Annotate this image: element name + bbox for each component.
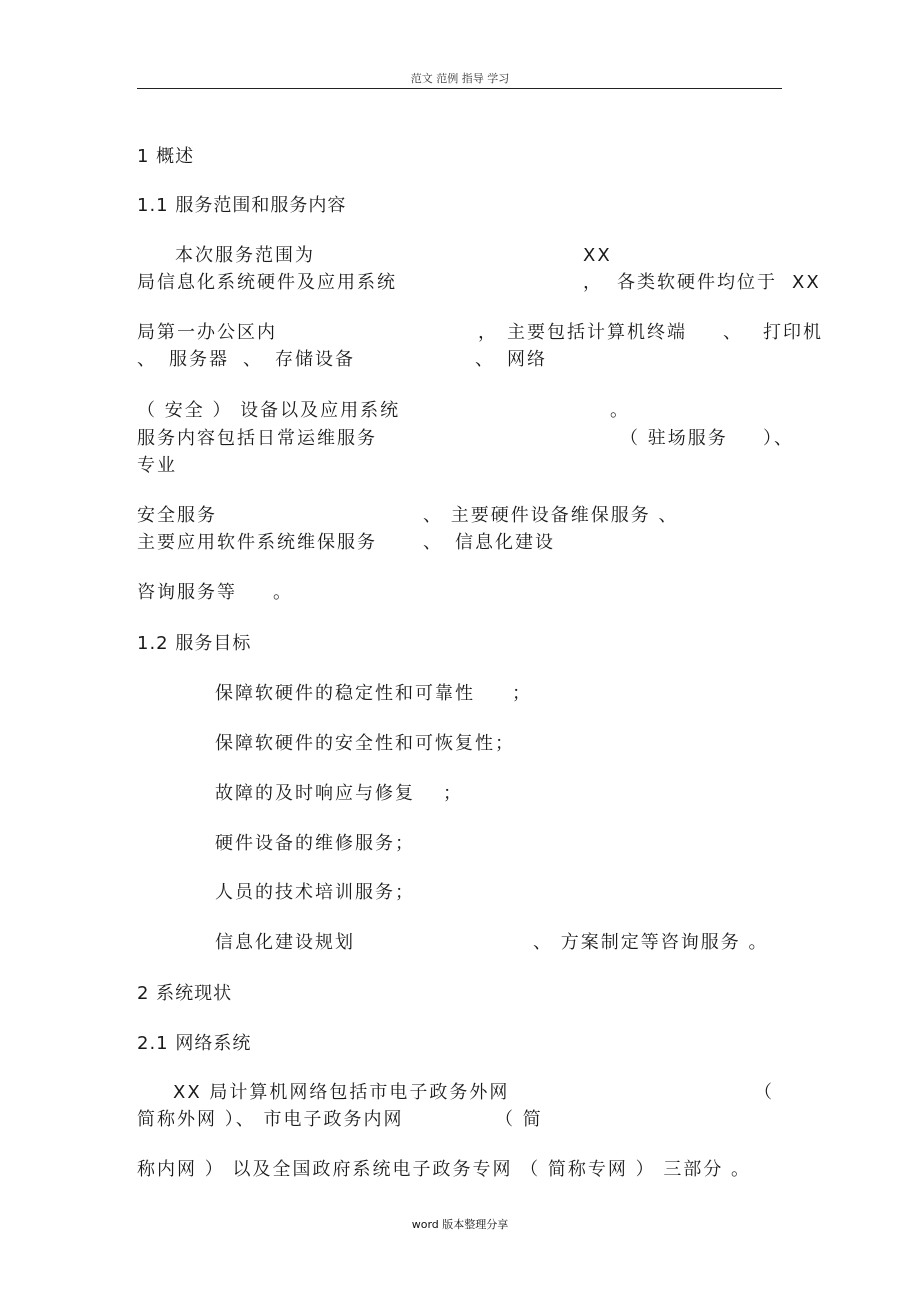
s11-line4-b: 服务器 [169, 349, 229, 370]
s11-line3-b: ， [478, 322, 498, 343]
section-1-heading: 1 概述 [137, 146, 195, 167]
s11-line1-b: XX [583, 245, 612, 266]
goal-item-6: 信息化建设规划 [215, 932, 355, 953]
s11-line10-a: 咨询服务等 [137, 582, 237, 603]
page-footer: word 版本整理分享 [411, 1218, 509, 1231]
s11-line4-f: 网络 [507, 349, 547, 370]
s11-line1-a: 本次服务范围为 [175, 245, 315, 266]
s11-line5-b: 。 [610, 400, 630, 421]
s11-line5-a: （ 安全 ） 设备以及应用系统 [137, 400, 401, 421]
s11-line4-a: 、 [137, 349, 157, 370]
s11-line8-a: 安全服务 [137, 505, 217, 526]
header-divider [137, 88, 782, 89]
s11-line6-a: 服务内容包括日常运维服务 [137, 428, 377, 449]
s11-line4-d: 存储设备 [275, 349, 355, 370]
goal-item-2: 保障软硬件的安全性和可恢复性； [215, 733, 515, 754]
s11-line6-c: ）、 [763, 428, 794, 449]
s11-line6-b: （ 驻场服务 [620, 428, 728, 449]
section-2-heading: 2 系统现状 [137, 983, 233, 1004]
s21-line1-a: XX 局计算机网络包括市电子政务外网 [173, 1082, 510, 1103]
s11-line2-b: ， [583, 272, 603, 293]
s21-line1-b: （ [754, 1082, 774, 1103]
s11-line3-d: 、 [723, 322, 743, 343]
s21-line2-b: （ 简 [495, 1109, 543, 1130]
goal-item-3: 故障的及时响应与修复 [215, 783, 415, 804]
section-2-1-heading: 2.1 网络系统 [137, 1033, 252, 1054]
goal-item-5: 人员的技术培训服务； [215, 882, 415, 903]
s11-line10-b: 。 [273, 582, 293, 603]
s11-line9-c: 信息化建设 [455, 532, 555, 553]
s11-line2-c: 各类软硬件均位于 [617, 272, 777, 293]
goal-item-1-punct: ； [512, 683, 532, 704]
s11-line9-a: 主要应用软件系统维保服务 [137, 532, 377, 553]
goal-item-4: 硬件设备的维修服务； [215, 833, 415, 854]
s11-line9-b: 、 [423, 532, 443, 553]
s21-line2-a: 简称外网 ）、 市电子政务内网 [137, 1109, 404, 1130]
s11-line7-a: 专业 [137, 455, 177, 476]
s21-line3-a: 称内网 ） 以及全国政府系统电子政务专网 （ 简称专网 ） 三部分 。 [137, 1159, 752, 1180]
section-1-1-heading: 1.1 服务范围和服务内容 [137, 195, 347, 216]
s11-line3-c: 主要包括计算机终端 [507, 322, 687, 343]
page-header: 范文 范例 指导 学习 [410, 72, 510, 85]
s11-line2-a: 局信息化系统硬件及应用系统 [137, 272, 397, 293]
s11-line3-e: 打印机 [763, 322, 823, 343]
s11-line8-b: 、 主要硬件设备维保服务 、 [423, 505, 679, 526]
section-1-2-heading: 1.2 服务目标 [137, 633, 252, 654]
s11-line4-c: 、 [243, 349, 263, 370]
s11-line2-d: XX [792, 272, 821, 293]
s11-line4-e: 、 [475, 349, 495, 370]
s11-line3-a: 局第一办公区内 [137, 322, 277, 343]
goal-item-3-punct: ； [443, 783, 463, 804]
goal-item-6-rest: 、 方案制定等咨询服务 。 [533, 932, 769, 953]
goal-item-1: 保障软硬件的稳定性和可靠性 [215, 683, 475, 704]
